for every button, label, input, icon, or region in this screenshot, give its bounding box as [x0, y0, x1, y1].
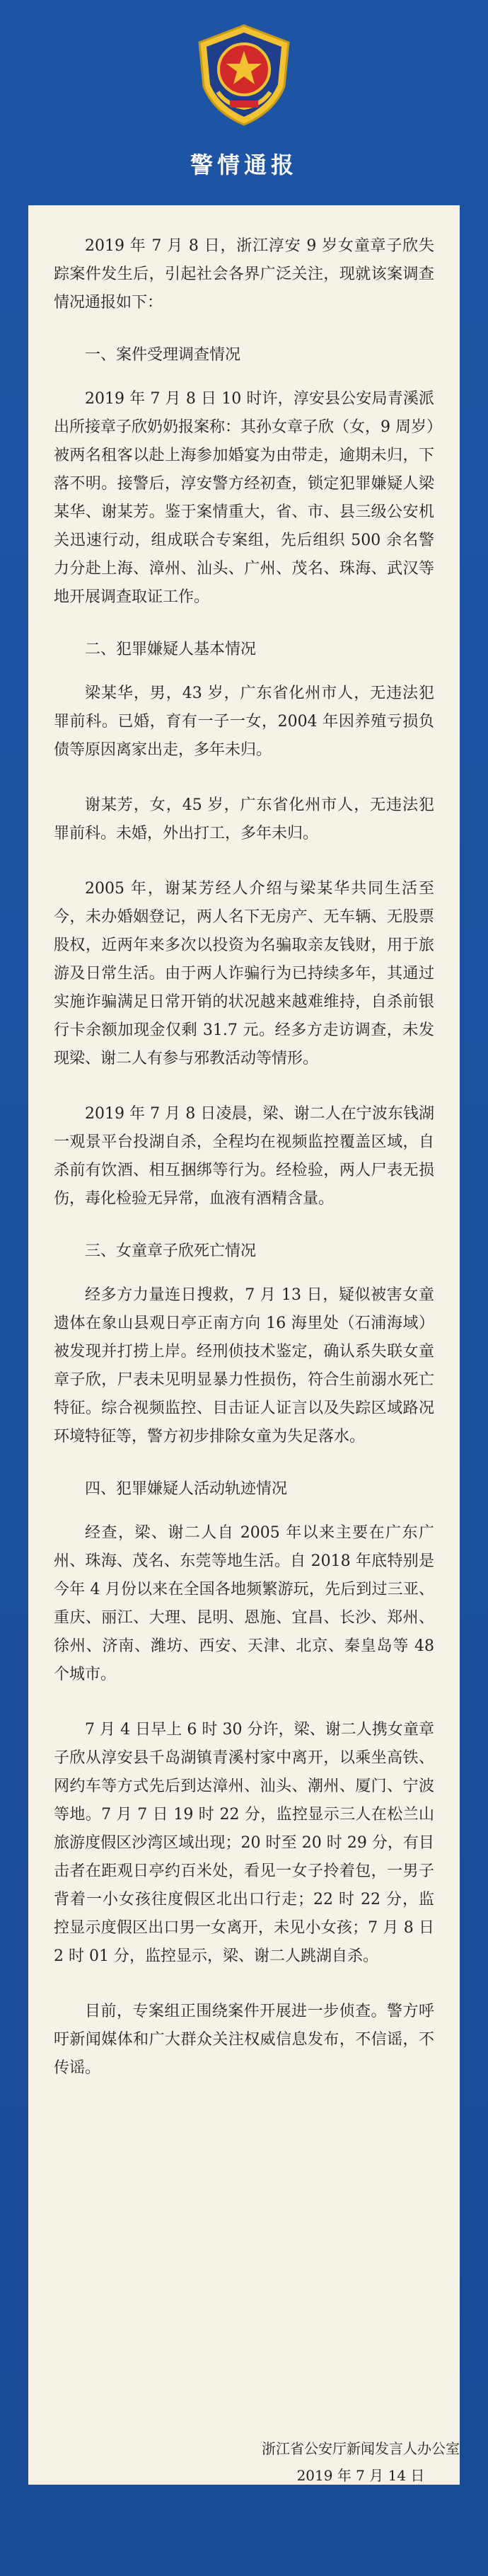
section-heading-4: 四、犯罪嫌疑人活动轨迹情况	[85, 1480, 288, 1498]
section-4-paragraph-1: 经查，梁、谢二人自 2005 年以来主要在广东广州、珠海、茂名、东莞等地生活。自 2018 年底特别是今年 4 月份以来在全国各地频繁游玩，先后到过三亚、重庆、丽江、大理、昆明、恩施、宜昌、长沙、郑州、徐州、济南、潍坊、西安、天津、北京、秦皇岛等 48 个城市。	[54, 1524, 434, 1683]
section-heading-2: 二、犯罪嫌疑人基本情况	[85, 641, 257, 658]
issue-date: 2019 年 7 月 14 日	[296, 2467, 425, 2484]
paragraph-gap	[54, 1689, 434, 1716]
police-badge-svg	[191, 21, 297, 127]
section-heading-3: 三、女童章子欣死亡情况	[85, 1242, 257, 1260]
notice-panel	[28, 205, 460, 2485]
police-badge-icon	[191, 21, 297, 127]
section-1-paragraph-1: 2019 年 7 月 8 日 10 时许，淳安县公安局青溪派出所接章子欣奶奶报案称：其孙女章子欣（女，9 周岁）被两名租客以赴上海参加婚宴为由带走，逾期未归，下落不明。接警后，淳安警方经初查，锁定犯罪嫌疑人梁某华、谢某芳。鉴于案情重大，省、市、县三级公安机关迅速行动，组成联合专案组，先后组织 500 余名警力分赴上海、漳州、汕头、广州、茂名、珠海、武汉等地开展调查取证工作。	[54, 390, 434, 606]
section-heading-1: 一、案件受理调查情况	[85, 346, 241, 364]
section-2-paragraph-3: 2005 年，谢某芳经人介绍与梁某华共同生活至今，未办婚姻登记，两人名下无房产、无车辆、无股票股权，近两年来多次以投资为名骗取亲友钱财，用于旅游及日常生活。由于两人诈骗行为已持续多年，其通过实施诈骗满足日常开销的状况越来越难维持，自杀前银行卡余额加现金仅剩 31.7 元。经多方走访调查，未发现梁、谢二人有参与邪教活动等情形。	[54, 880, 434, 1067]
section-2-paragraph-2: 谢某芳，女，45 岁，广东省化州市人，无违法犯罪前科。未婚，外出打工，多年未归。	[54, 796, 434, 842]
paragraph-gap	[54, 1073, 434, 1100]
section-3-paragraph-1: 经多方力量连日搜救，7 月 13 日，疑似被害女童遗体在象山县观日亭正南方向 16 海里处（石浦海域）被发现并打捞上岸。经刑侦技术鉴定，确认系失联女童章子欣，尸表未见明显暴力性损伤，符合生前溺水死亡特征。综合视频监控、目击证人证言以及失踪区域路况环境特征等，警方初步排除女童为失足落水。	[54, 1286, 434, 1446]
page-title: 警情通报	[190, 151, 298, 178]
paragraph-gap	[54, 848, 434, 875]
signature-block	[262, 2435, 460, 2489]
intro-paragraph: 2019 年 7 月 8 日，浙江淳安 9 岁女童章子欣失踪案件发生后，引起社会各界广泛关注，现就该案调查情况通报如下：	[54, 237, 434, 311]
paragraph-gap	[54, 765, 434, 791]
paragraph-gap	[54, 1971, 434, 1998]
section-4-paragraph-3: 目前，专案组正围绕案件开展进一步侦查。警方呼吁新闻媒体和广大群众关注权威信息发布，不信谣，不传谣。	[54, 2003, 434, 2077]
issuer-name: 浙江省公安厅新闻发言人办公室	[262, 2440, 460, 2457]
section-4-paragraph-2: 7 月 4 日早上 6 时 30 分许，梁、谢二人携女童章子欣从淳安县千岛湖镇青溪村家中离开，以乘坐高铁、网约车等方式先后到达漳州、汕头、潮州、厦门、宁波等地。7 月 7 日 19 时 22 分，监控显示三人在松兰山旅游度假区沙湾区域出现；20 时至 20 时 29 分，有目击者在距观日亭约百米处，看见一女子拎着包，一男子背着一小女孩往度假区北出口行走；22 时 22 分，监控显示度假区出口男一女离开，未见小女孩；7 月 8 日 2 时 01 分，监控显示，梁、谢二人跳湖自杀。	[54, 1721, 434, 1965]
section-2-paragraph-1: 梁某华，男，43 岁，广东省化州市人，无违法犯罪前科。已婚，育有一子一女，2004 年因养殖亏损负债等原因离家出走，多年未归。	[54, 685, 434, 759]
header	[0, 0, 488, 191]
section-2-paragraph-4: 2019 年 7 月 8 日凌晨，梁、谢二人在宁波东钱湖一观景平台投湖自杀，全程均在视频监控覆盖区域，自杀前有饮酒、相互捆绑等行为。经检验，两人尸表无损伤，毒化检验无异常，血液有酒精含量。	[54, 1105, 434, 1208]
